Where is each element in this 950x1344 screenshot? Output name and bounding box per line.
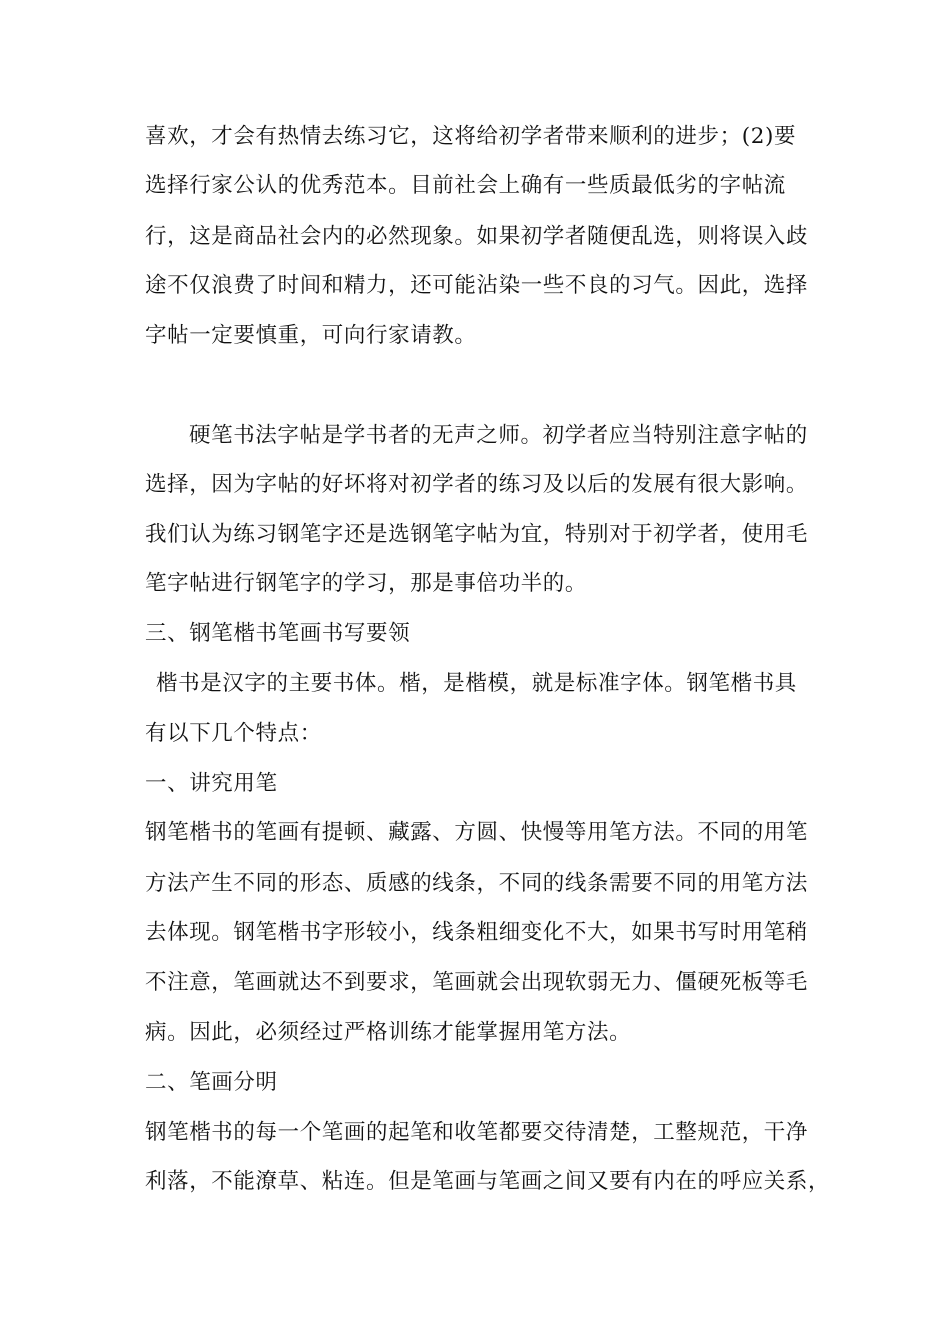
subsection-heading: 一、讲究用笔: [145, 771, 278, 796]
paragraph-line: 利落，不能潦草、粘连。但是笔画与笔画之间又要有内在的呼应关系，: [145, 1169, 831, 1194]
paragraph-line: 钢笔楷书的笔画有提顿、藏露、方圆、快慢等用笔方法。不同的用笔: [145, 820, 809, 845]
subsection-heading: 二、笔画分明: [145, 1070, 278, 1095]
paragraph-line: 不注意，笔画就达不到要求，笔画就会出现软弱无力、僵硬死板等毛: [145, 970, 809, 995]
paragraph-line: 途不仅浪费了时间和精力，还可能沾染一些不良的习气。因此，选择: [145, 273, 809, 298]
paragraph-line: 去体现。钢笔楷书字形较小，线条粗细变化不大，如果书写时用笔稍: [145, 920, 809, 945]
paragraph-line: 病。因此，必须经过严格训练才能掌握用笔方法。: [145, 1020, 632, 1045]
paragraph-line: 笔字帖进行钢笔字的学习，那是事倍功半的。: [145, 571, 588, 596]
section-heading: 三、钢笔楷书笔画书写要领: [145, 621, 411, 646]
paragraph-line: 行，这是商品社会内的必然现象。如果初学者随便乱选，则将误入歧: [145, 224, 809, 249]
paragraph-line: 硬笔书法字帖是学书者的无声之师。初学者应当特别注意字帖的: [189, 423, 808, 448]
paragraph-line: 选择行家公认的优秀范本。目前社会上确有一些质最低劣的字帖流: [145, 173, 786, 198]
paragraph-line: 喜欢，才会有热情去练习它，这将给初学者带来顺利的进步；(2)要: [145, 124, 797, 149]
paragraph-line: 有以下几个特点：: [145, 721, 322, 746]
paragraph-line: 楷书是汉字的主要书体。楷，是楷模，就是标准字体。钢笔楷书具: [156, 671, 797, 696]
paragraph-line: 选择，因为字帖的好坏将对初学者的练习及以后的发展有很大影响。: [145, 472, 809, 497]
paragraph-line: 字帖一定要慎重，可向行家请教。: [145, 323, 477, 348]
paragraph-line: 方法产生不同的形态、质感的线条，不同的线条需要不同的用笔方法: [145, 871, 809, 896]
paragraph-line: 我们认为练习钢笔字还是选钢笔字帖为宜，特别对于初学者，使用毛: [145, 522, 809, 547]
paragraph-line: 钢笔楷书的每一个笔画的起笔和收笔都要交待清楚，工整规范，干净: [145, 1120, 809, 1145]
